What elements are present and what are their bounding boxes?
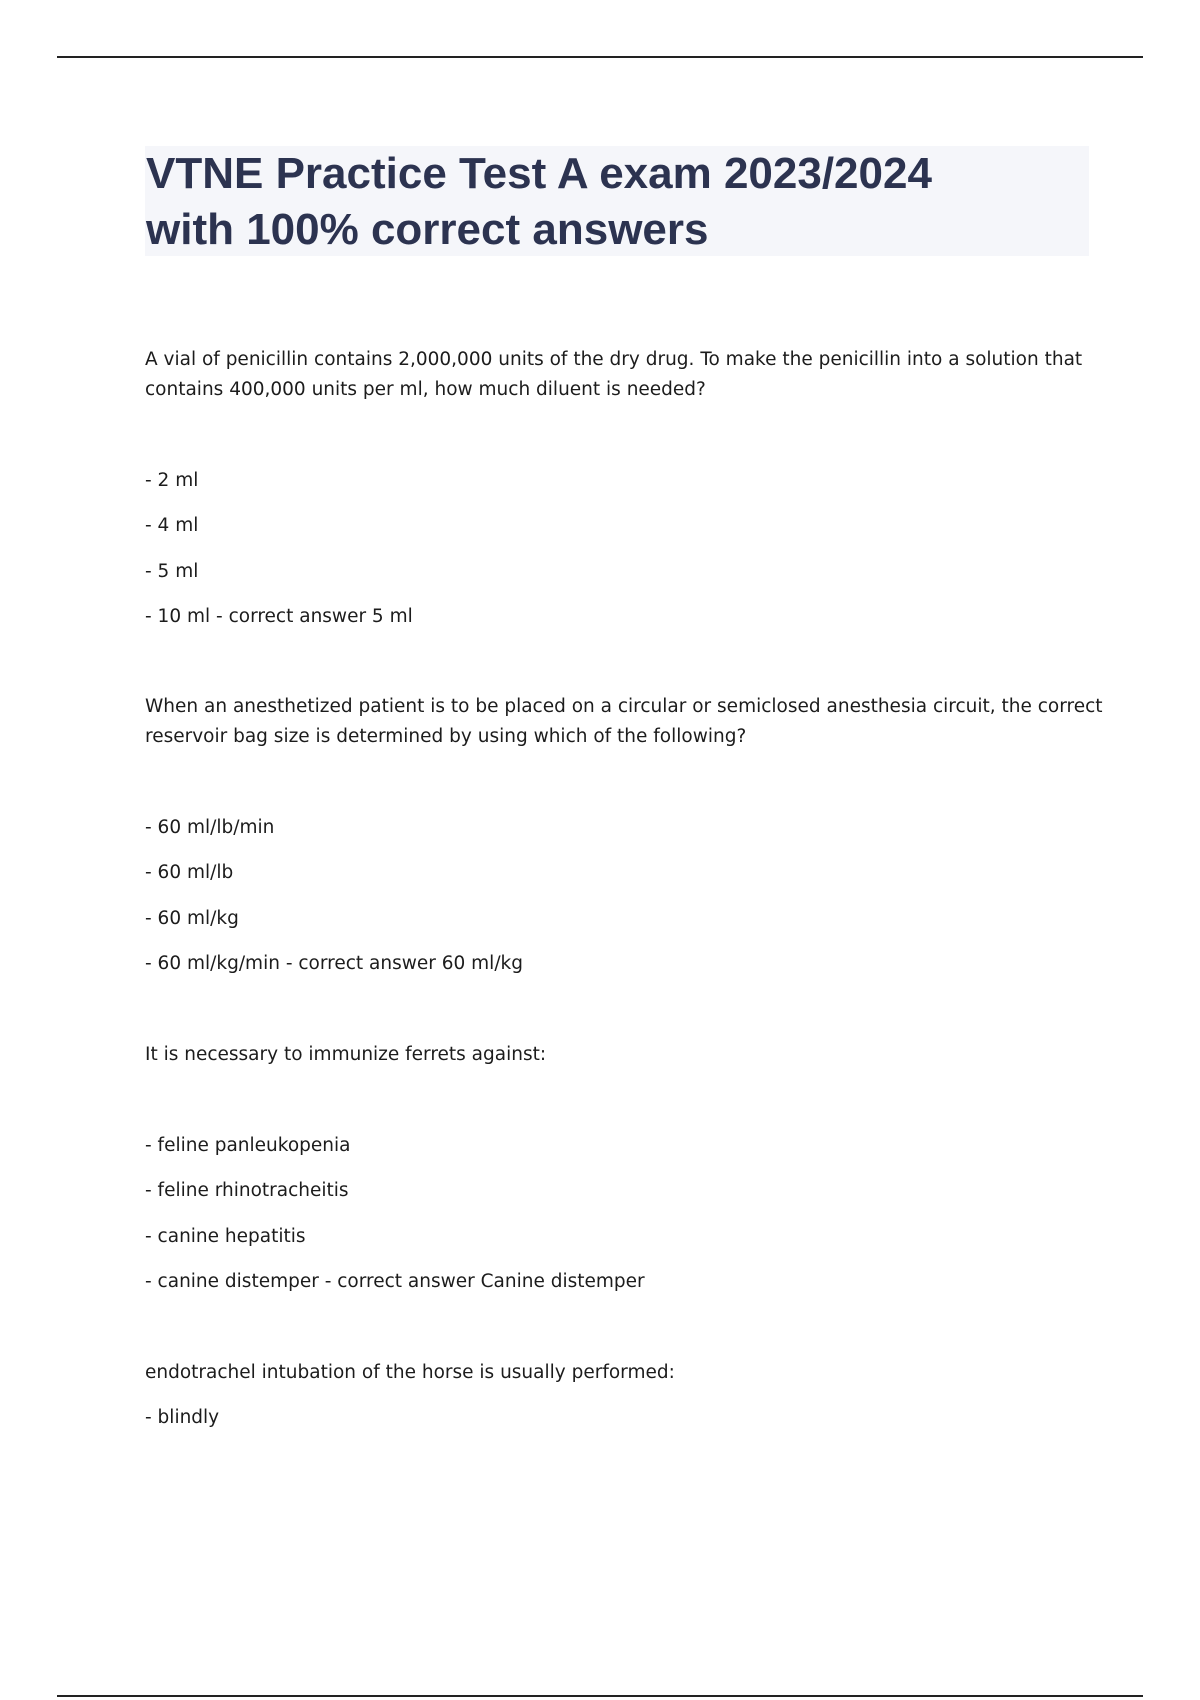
- document-title-line-1: VTNE Practice Test A exam 2023/2024: [146, 149, 932, 198]
- question-1-option-b: - 4 ml: [145, 515, 199, 536]
- question-1-option-a: - 2 ml: [145, 470, 199, 491]
- question-1-option-d-answer: - 10 ml - correct answer 5 ml: [145, 606, 413, 627]
- question-2-option-c: - 60 ml/kg: [145, 908, 239, 929]
- question-3-option-b: - feline rhinotracheitis: [145, 1180, 349, 1201]
- question-4-text: endotrachel intubation of the horse is usually performed:: [145, 1362, 675, 1383]
- question-1-text-line-1: A vial of penicillin contains 2,000,000 units of the dry drug. To make the penicillin into a solution that: [145, 349, 1083, 370]
- question-1-option-c: - 5 ml: [145, 561, 199, 582]
- document-title-line-2: with 100% correct answers: [146, 205, 709, 254]
- question-2-text-line-2: reservoir bag size is determined by using which of the following?: [145, 726, 747, 747]
- header-rule: [57, 56, 1143, 58]
- question-2-option-a: - 60 ml/lb/min: [145, 817, 275, 838]
- question-4-option-a: - blindly: [145, 1407, 220, 1428]
- question-1-text-line-2: contains 400,000 units per ml, how much diluent is needed?: [145, 379, 706, 400]
- question-3-option-d-answer: - canine distemper - correct answer Canine distemper: [145, 1271, 645, 1292]
- question-3-text: It is necessary to immunize ferrets against:: [145, 1044, 547, 1065]
- question-2-option-d-answer: - 60 ml/kg/min - correct answer 60 ml/kg: [145, 953, 524, 974]
- question-2-text-line-1: When an anesthetized patient is to be placed on a circular or semiclosed anesthesia circuit, the correct: [145, 696, 1103, 717]
- question-3-option-a: - feline panleukopenia: [145, 1135, 351, 1156]
- question-3-option-c: - canine hepatitis: [145, 1226, 306, 1247]
- question-2-option-b: - 60 ml/lb: [145, 862, 234, 883]
- footer-rule: [57, 1695, 1143, 1697]
